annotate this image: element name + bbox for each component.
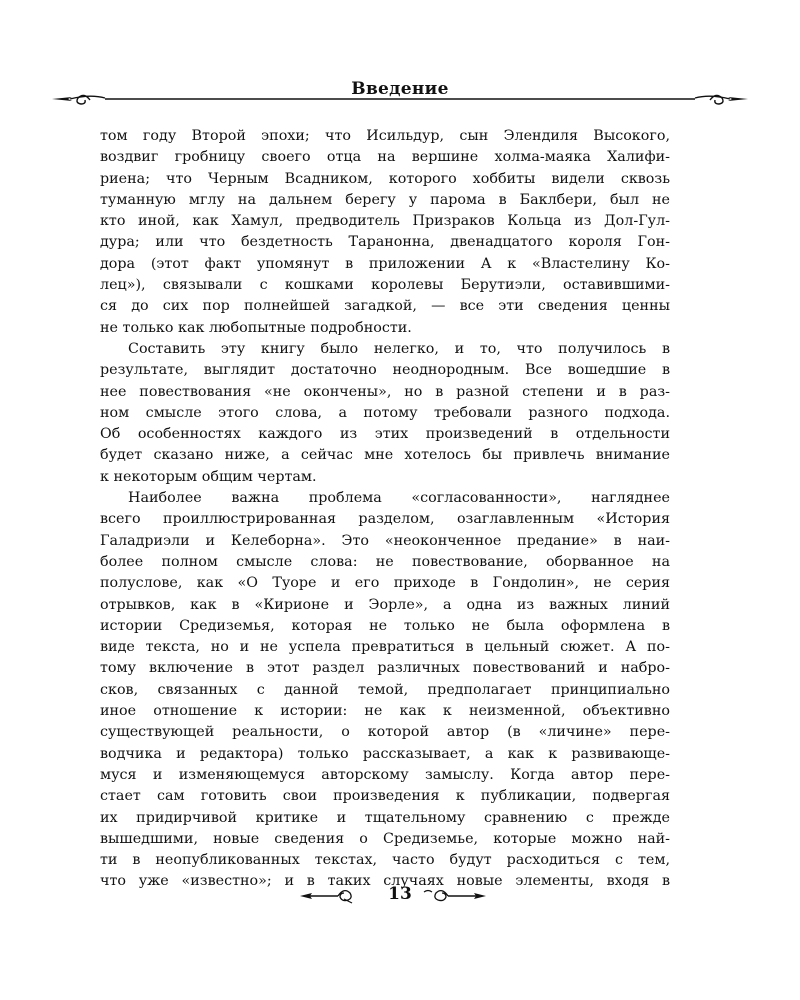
text-line: Об особенностях каждого из этих произведений в отдельности [100, 426, 670, 443]
paragraph-start-line: Наиболее важна проблема «согласованности», нагляднее [128, 490, 670, 507]
page-number: 13 [388, 884, 412, 904]
text-line: ном смысле этого слова, а потому требовали разного подхода. [100, 404, 670, 421]
text-line: кто иной, как Хамул, предводитель Призраков Кольца из Дол-Гул- [100, 213, 670, 230]
text-line: к некоторым общим чертам. [100, 468, 317, 485]
text-line: туманную мглу на дальнем берегу у парома в Баклбери, был не [100, 191, 670, 208]
text-line: будет сказано ниже, а сейчас мне хотелось бы привлечь внимание [100, 447, 670, 464]
running-header-title: Введение [351, 79, 449, 99]
text-line: муся и изменяющемуся авторскому замыслу. Когда автор пере- [100, 766, 670, 783]
text-line: вышедшими, новые сведения о Средиземье, которые можно най- [100, 830, 670, 847]
text-line: воздвиг гробницу своего отца на вершине холма-маяка Халифи- [100, 149, 670, 166]
body-text [100, 126, 670, 893]
text-line: результате, выглядит достаточно неоднородным. Все вошедшие в [100, 362, 670, 379]
text-line: полуслове, как «О Туоре и его приходе в Гондолин», не серия [100, 575, 670, 592]
paragraph-start-line: Составить эту книгу было нелегко, и то, что получилось в [128, 340, 670, 357]
text-line: Галадриэли и Келеборна». Это «неоконченное предание» в наи- [100, 532, 670, 549]
text-line: лец»), связывали с кошками королевы Берутиэли, оставившими- [100, 277, 670, 294]
text-line: ти в неопубликованных текстах, часто будут расходиться с тем, [100, 852, 670, 869]
text-line: существующей реальности, о которой автор (в «личине» пере- [100, 724, 670, 741]
text-line: виде текста, но и не успела превратиться в цельный сюжет. А по- [100, 639, 670, 656]
text-line: сков, связанных с данной темой, предполагает принципиально [100, 681, 670, 698]
text-line: иное отношение к истории: не как к неизменной, объективно [100, 703, 670, 720]
text-line: отрывков, как в «Кирионе и Эорле», а одна из важных линий [100, 596, 670, 613]
text-line: истории Средиземья, которая не только не была оформлена в [100, 617, 670, 634]
text-line: нее повествования «не окончены», но в разной степени и в раз- [100, 383, 670, 400]
text-line: дура; или что бездетность Таранонна, двенадцатого короля Гон- [100, 234, 670, 251]
text-line: что уже «известно»; и в таких случаях новые элементы, входя в [100, 873, 670, 890]
text-line: дора (этот факт упомянут в приложении А к «Властелину Ко- [100, 255, 670, 272]
text-line: ся до сих пор полнейшей загадкой, — все эти сведения ценны [100, 298, 670, 315]
text-line: том году Второй эпохи; что Исильдур, сын Элендиля Высокого, [100, 128, 670, 144]
text-line: всего проиллюстрированная разделом, озаглавленным «История [100, 511, 670, 528]
text-line: тому включение в этот раздел различных повествований и набро- [100, 660, 670, 677]
header-ornament [50, 90, 750, 110]
text-line: не только как любопытные подробности. [100, 319, 412, 336]
text-line: риена; что Черным Всадником, которого хоббиты видели сквозь [100, 170, 670, 187]
text-line: более полном смысле слова: не повествование, оборванное на [100, 553, 670, 570]
text-line: водчика и редактора) только рассказывает, а как к развивающе- [100, 745, 670, 762]
text-line: стает сам готовить свои произведения к публикации, подвергая [100, 788, 670, 805]
text-line: их придирчивой критике и тщательному сравнению с прежде [100, 809, 670, 826]
